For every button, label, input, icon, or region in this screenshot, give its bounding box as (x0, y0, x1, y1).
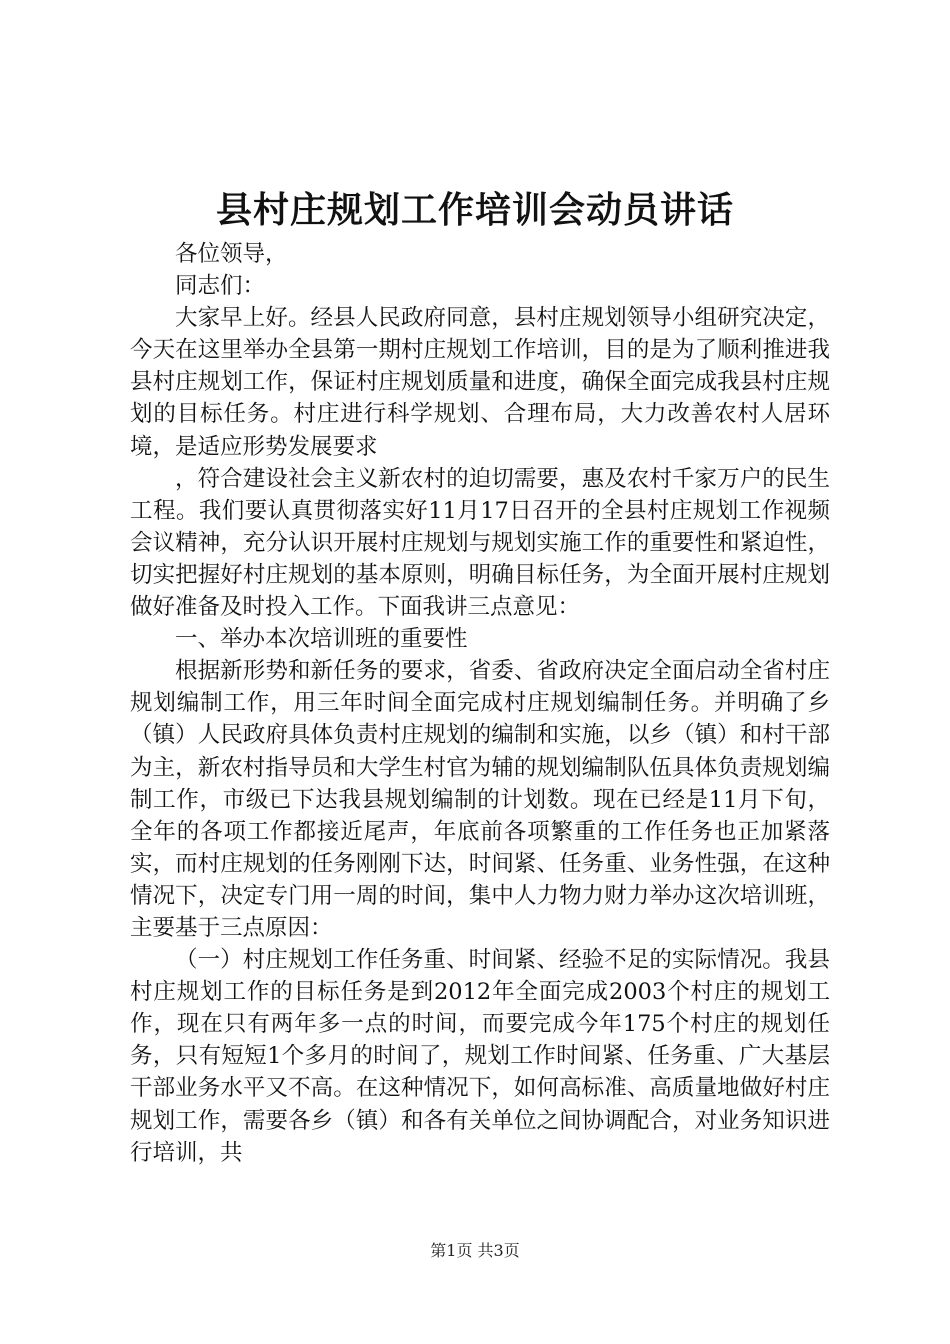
paragraph-opening: 大家早上好。经县人民政府同意，县村庄规划领导小组研究决定，今天在这里举办全县第一期村庄规划工作培训，目的是为了顺利推进我县村庄规划工作，保证村庄规划质量和进度，确保全面完成我县村庄规划的目标任务。村庄进行科学规划、合理布局，大力改善农村人居环境，是适应形势发展要求 (130, 305, 830, 460)
section-heading-1: 一、举办本次培训班的重要性 (175, 626, 468, 653)
page-number-footer: 第1页 共3页 (430, 1241, 520, 1260)
salutation-comrades: 同志们： (175, 273, 266, 300)
salutation-leaders: 各位领导， (175, 241, 288, 267)
document-body (130, 238, 830, 1169)
paragraph-continuation: ，符合建设社会主义新农村的迫切需要，惠及农村千家万户的民生工程。我们要认真贯彻落实好11月17日召开的全县村庄规划工作视频会议精神，充分认识开展村庄规划与规划实施工作的重要性和紧迫性，切实把握好村庄规划的基本原则，明确目标任务，为全面开展村庄规划做好准备及时投入工作。下面我讲三点意见： (130, 465, 830, 621)
document-title: 县村庄规划工作培训会动员讲话 (215, 189, 734, 231)
paragraph-section-1: 根据新形势和新任务的要求，省委、省政府决定全面启动全省村庄规划编制工作，用三年时间全面完成村庄规划编制任务。并明确了乡（镇）人民政府具体负责村庄规划的编制和实施，以乡（镇）和村干部为主，新农村指导员和大学生村官为辅的规划编制队伍具体负责规划编制工作，市级已下达我县规划编制的计划数。现在已经是11月下旬，全年的各项工作都接近尾声，年底前各项繁重的工作任务也正加紧落实，而村庄规划的任务刚刚下达，时间紧、任务重、业务性强，在这种情况下，决定专门用一周的时间，集中人力物力财力举办这次培训班，主要基于三点原因： (130, 658, 830, 941)
paragraph-subsection-1: （一）村庄规划工作任务重、时间紧、经验不足的实际情况。我县村庄规划工作的目标任务是到2012年全面完成2003个村庄的规划工作，现在只有两年多一点的时间，而要完成今年175个村庄的规划任务，只有短短1个多月的时间了，规划工作时间紧、任务重、广大基层干部业务水平又不高。在这种情况下，如何高标准、高质量地做好村庄规划工作，需要各乡（镇）和各有关单位之间协调配合，对业务知识进行培训，共 (130, 947, 830, 1166)
